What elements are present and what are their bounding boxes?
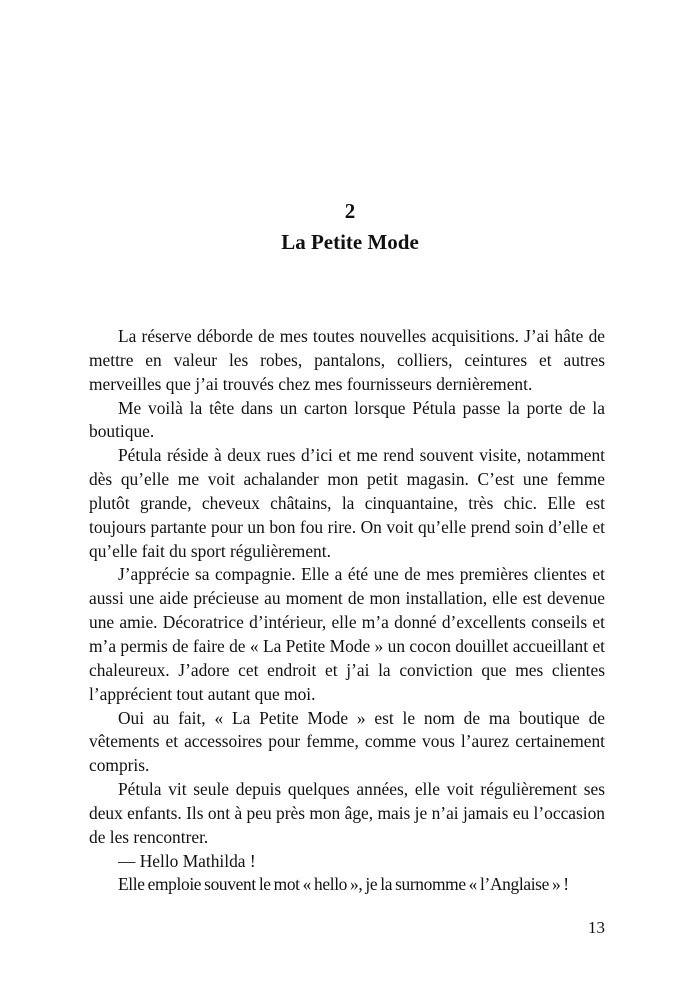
paragraph: Pétula réside à deux rues d’ici et me rend souvent visite, notamment dès qu’elle me voit achalander mon petit magasin. C’est une femme plutôt grande, cheveux châtains, la cinquantaine, très chic. Elle est toujours partante pour un bon fou rire. On voit qu’elle prend soin d’elle et qu’elle fait du sport régulièrement. [89,445,605,561]
page-number: 13 [588,918,605,937]
dialogue-line: — Hello Mathilda ! [118,850,256,871]
chapter-title: La Petite Mode [281,230,419,254]
chapter-number: 2 [344,199,356,223]
paragraph: Me voilà la tête dans un carton lorsque Pétula passe la porte de la boutique. [89,397,605,442]
paragraph: Pétula vit seule depuis quelques années, elle voit régulièrement ses deux enfants. Ils ont à peu près mon âge, mais je n’ai jamais eu l’occasion de les rencontrer. [89,779,605,847]
paragraph: Oui au fait, « La Petite Mode » est le nom de ma boutique de vêtements et accessoires pour femme, comme vous l’aurez certainement compris. [89,707,605,776]
body-text [89,325,605,897]
paragraph: La réserve déborde de mes toutes nouvelles acquisitions. J’ai hâte de mettre en valeur les robes, pantalons, colliers, ceintures et autres merveilles que j’ai trouvés chez mes fournisseurs dernièrement. [89,326,605,394]
paragraph: Elle emploie souvent le mot « hello », je la surnomme « l’Anglaise » ! [118,874,569,895]
paragraph: J’apprécie sa compagnie. Elle a été une de mes premières clientes et aussi une aide précieuse au moment de mon installation, elle est devenue une amie. Décoratrice d’intérieur, elle m’a donné d’excellents conseils et m’a permis de faire de « La Petite Mode » un cocon douillet accueillant et chaleureux. J’adore cet endroit et j’ai la conviction que mes clientes l’apprécient tout autant que moi. [89,564,605,704]
